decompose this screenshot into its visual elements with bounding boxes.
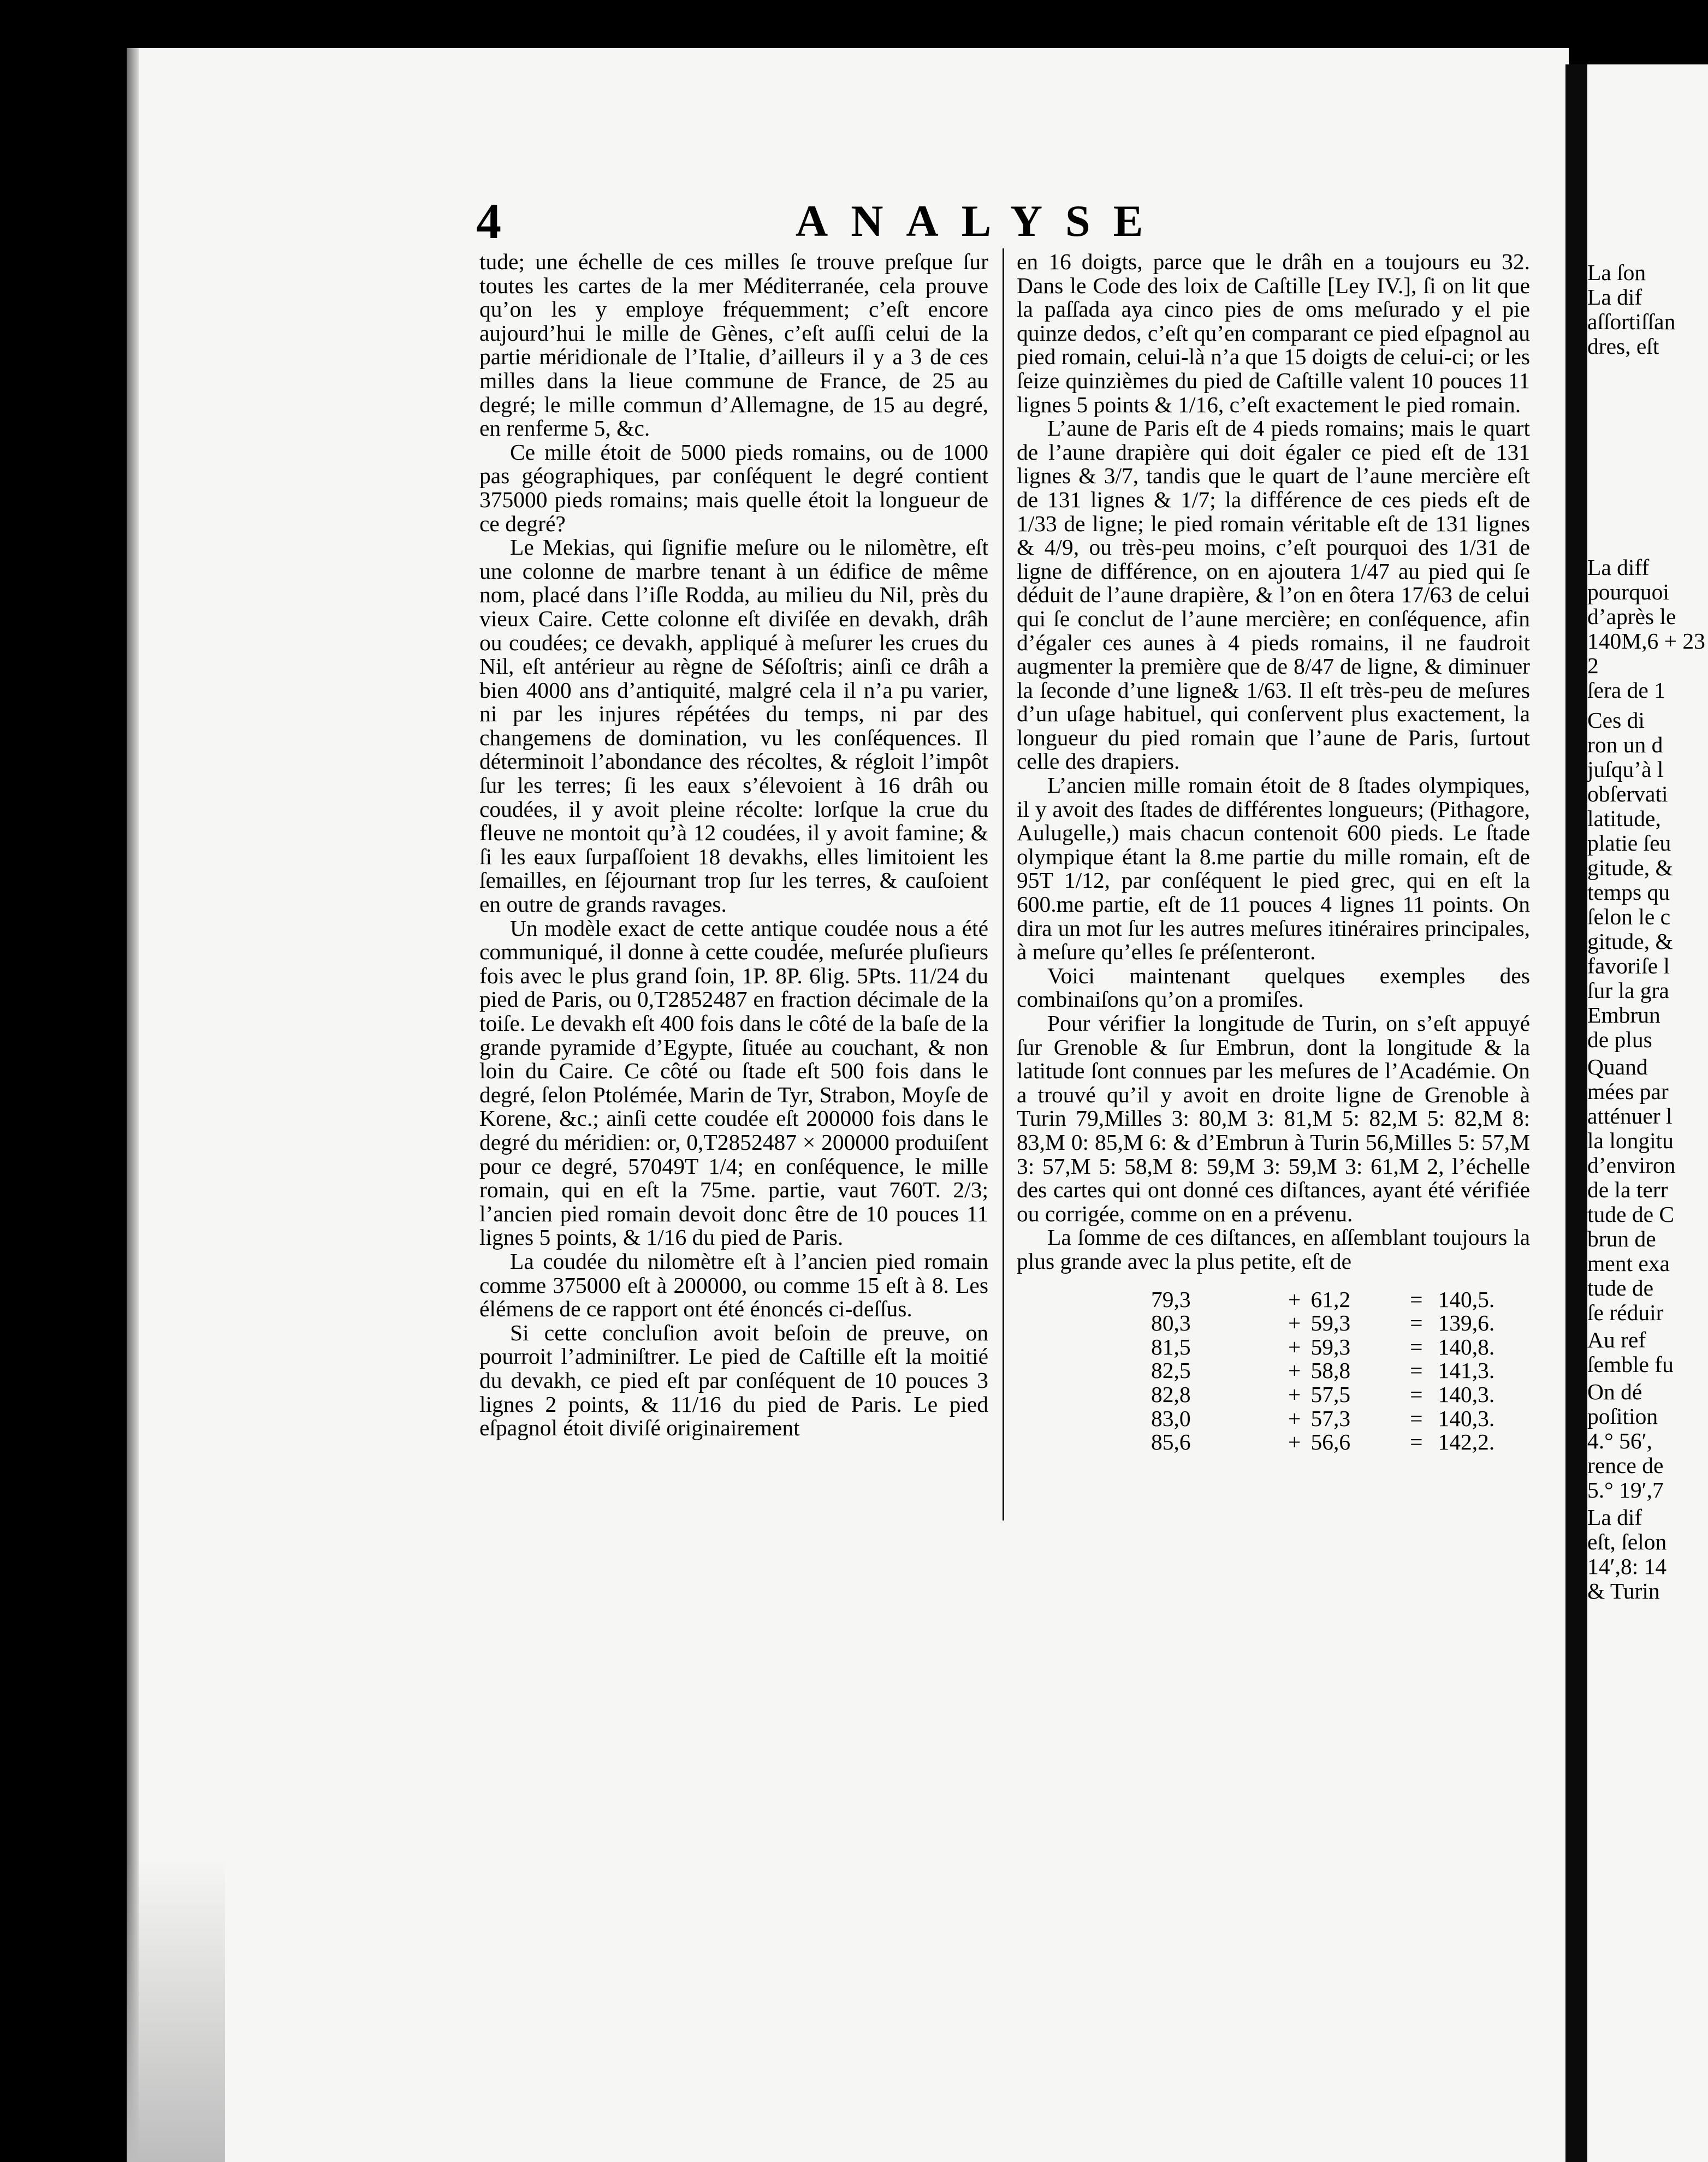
next-page-line: eſt, ſelon	[1587, 1529, 1667, 1554]
sum-cell: 81,5	[1151, 1334, 1191, 1359]
left-column	[479, 250, 988, 1440]
sum-cell: 82,5	[1151, 1358, 1191, 1383]
sum-cell: 140,5.	[1438, 1286, 1495, 1312]
sum-cell: 82,8	[1151, 1381, 1191, 1407]
sum-row	[1017, 1383, 1530, 1407]
page-edge-shadow	[127, 48, 139, 2162]
sum-cell: 56,6	[1310, 1429, 1351, 1455]
sum-row	[1017, 1288, 1530, 1312]
paragraph: Ce mille étoit de 5000 pieds romains, ou de 1000 pas géographiques, par conſéquent le degré contient 375000 pieds romains; mais quelle étoit la longueur de ce degré?	[479, 439, 988, 536]
next-page-line: 14′,8: 14	[1587, 1554, 1667, 1579]
sum-cell: +	[1288, 1429, 1301, 1455]
paragraph: Si cette concluſion avoit beſoin de preuve, on pourroit l’adminiſtrer. Le pied de Caſtille eſt la moitié du devakh, ce pied eſt par conſéquent de 10 pouces 3 lignes 2 points, & 11/16 du pied de Paris. Le pied eſpagnol étoit diviſé originairement	[479, 1320, 988, 1441]
sum-cell: =	[1410, 1310, 1423, 1336]
next-page-line: ſur la gra	[1587, 978, 1669, 1003]
next-page-line: ſera de 1	[1587, 678, 1665, 703]
next-page-line: favoriſe l	[1587, 953, 1670, 978]
sum-cell: +	[1288, 1310, 1301, 1336]
sum-row	[1017, 1430, 1530, 1454]
next-page-line: On dé	[1587, 1379, 1642, 1404]
sum-cell: 142,2.	[1438, 1429, 1495, 1455]
next-page-line: obſervati	[1587, 781, 1668, 806]
next-page-line: rence de	[1587, 1453, 1664, 1478]
next-page-line: latitude,	[1587, 806, 1661, 831]
next-page-line: La dif	[1587, 1505, 1642, 1530]
next-page-line: la longitu	[1587, 1128, 1674, 1153]
next-page-line: Au ref	[1587, 1327, 1646, 1352]
next-page-line: tude de	[1587, 1275, 1653, 1300]
sum-cell: =	[1410, 1358, 1423, 1383]
paragraph: L’ancien mille romain étoit de 8 ſtades olympiques, il y avoit des ſtades de différentes longueurs; (Pithagore, Aulugelle,) mais chacun contenoit 600 pieds. Le ſtade olympique étant la 8.me partie du mille romain, eſt de 95T 1/12, par conſéquent le pied grec, qui en eſt la 600.me partie, eſt de 11 pouces 4 lignes 11 points. On dira un mot ſur les autres meſures itinéraires principales, à meſure qu’elles ſe préſenteront.	[1017, 773, 1530, 965]
paragraph: Pour vérifier la longitude de Turin, on s’eſt appuyé ſur Grenoble & ſur Embrun, dont la longitude & la latitude ſont connues par les meſures de l’Académie. On a trouvé qu’il y avoit en droite ligne de Grenoble à Turin 79,Milles 3: 80,M 3: 81,M 5: 82,M 5: 82,M 8: 83,M 0: 85,M 6: & d’Embrun à Turin 56,Milles 5: 57,M 3: 57,M 5: 58,M 8: 59,M 3: 59,M 3: 61,M 2, l’échelle des cartes qui ont donné ces diſtances, ayant été vérifiée ou corrigée, comme on en a prévenu.	[1017, 1011, 1530, 1226]
scan-border-top	[0, 0, 1708, 48]
column-divider	[1003, 248, 1004, 1520]
next-page-line: ment exa	[1587, 1251, 1670, 1276]
paragraph: en 16 doigts, parce que le drâh en a toujours eu 32. Dans le Code des loix de Caſtille [Ley IV.], ſi on lit que la paſſada aya cinco pies de oms meſurado y el pie quinze dedos, c’eſt qu’en comparant ce pied eſpagnol au pied romain, celui-là n’a que 15 doigts de celui-ci; or les ſeize quinzièmes du pied de Caſtille valent 10 pouces 11 lignes 5 points & 1/16, c’eſt exactement le pied romain.	[1017, 249, 1530, 417]
next-page-line: gitude, &	[1587, 929, 1673, 954]
paragraph: Voici maintenant quelques exemples des combinaiſons qu’on a promiſes.	[1017, 963, 1530, 1012]
sum-cell: =	[1410, 1286, 1423, 1312]
sum-cell: 58,8	[1310, 1358, 1351, 1383]
running-title: ANALYSE	[796, 196, 1166, 246]
sum-cell: 79,3	[1151, 1286, 1191, 1312]
sum-cell: +	[1288, 1405, 1301, 1431]
next-page-line: d’après le	[1587, 604, 1676, 629]
next-page-line: de la terr	[1587, 1177, 1668, 1202]
sum-cell: =	[1410, 1405, 1423, 1431]
next-page-line: tude de C	[1587, 1202, 1675, 1227]
sum-cell: 140,8.	[1438, 1334, 1495, 1359]
next-page-line: mées par	[1587, 1079, 1669, 1104]
sum-cell: 57,5	[1310, 1381, 1351, 1407]
next-page-line: dres, eſt	[1587, 334, 1659, 359]
sum-row	[1017, 1335, 1530, 1359]
next-page-line: La dif	[1587, 284, 1642, 310]
paragraph: La ſomme de ces diſtances, en aſſemblant toujours la plus grande avec la plus petite, eſt de	[1017, 1225, 1530, 1274]
next-page-line: Quand	[1587, 1054, 1648, 1079]
page-header	[476, 194, 1546, 248]
next-page-line: aſſortiſſan	[1587, 309, 1676, 334]
sum-cell: 140,3.	[1438, 1405, 1495, 1431]
sum-cell: +	[1288, 1381, 1301, 1407]
next-page-line: ſemble fu	[1587, 1352, 1674, 1377]
paragraph: Un modèle exact de cette antique coudée nous a été communiqué, il donne à cette coudée, meſurée pluſieurs fois avec le plus grand ſoin, 1P. 8P. 6lig. 5Pts. 11/24 du pied de Paris, ou 0,T2852487 en fraction décimale de la toiſe. Le devakh eſt 400 fois dans le côté de la baſe de la grande pyramide d’Egypte, ſituée au couchant, & non loin du Caire. Ce côté ou ſtade eſt 500 fois dans le degré, ſelon Ptolémée, Marin de Tyr, Strabon, Moyſe de Korene, &c.; ainſi cette coudée eſt 200000 fois dans le degré du méridien: or, 0,T2852487 × 200000 produiſent pour ce degré, 57049T 1/4; en conſéquence, le mille romain, qui en eſt la 75me. partie, vaut 760T. 2/3; l’ancien pied romain devoit donc être de 10 pouces 11 lignes 5 points, & 1/16 du pied de Paris.	[479, 915, 988, 1250]
paragraph: La coudée du nilomètre eſt à l’ancien pied romain comme 375000 eſt à 200000, ou comme 15 eſt à 8. Les élémens de ce rapport ont été énoncés ci-deſſus.	[479, 1248, 988, 1322]
next-page-line: ſe réduir	[1587, 1300, 1664, 1325]
sum-cell: 59,3	[1310, 1310, 1351, 1336]
next-page-line: La diff	[1587, 555, 1650, 580]
next-page-line: 5.° 19′,7	[1587, 1477, 1664, 1502]
sum-cell: 83,0	[1151, 1405, 1191, 1431]
sum-cell: 80,3	[1151, 1310, 1191, 1336]
next-page-line: de plus	[1587, 1027, 1652, 1052]
sum-cell: 61,2	[1310, 1286, 1351, 1312]
next-page-line: platie ſeu	[1587, 830, 1671, 856]
book-gutter	[1565, 64, 1587, 2162]
page-number: 4	[476, 193, 501, 249]
sum-row	[1017, 1359, 1530, 1383]
sum-cell: 85,6	[1151, 1429, 1191, 1455]
sum-row	[1017, 1407, 1530, 1431]
next-page-line: temps qu	[1587, 880, 1670, 905]
sum-cell: 140,3.	[1438, 1381, 1495, 1407]
next-page-line: gitude, &	[1587, 855, 1673, 880]
sum-cell: 139,6.	[1438, 1310, 1495, 1336]
next-page-line: Embrun	[1587, 1002, 1660, 1027]
next-page-line: atténuer l	[1587, 1103, 1673, 1128]
paragraph: Le Mekias, qui ſignifie meſure ou le nilomètre, eſt une colonne de marbre tenant à un édifice de même nom, placé dans l’iſle Rodda, au milieu du Nil, près du vieux Caire. Cette colonne eſt diviſée en devakh, drâh ou coudées; ce devakh, appliqué à meſurer les crues du Nil, eſt antérieur au règne de Séſoſtris; ainſi ce drâh a bien 4000 ans d’antiquité, malgré cela il n’a pu varier, ni par les injures répétées du temps, ni par des changemens de domination, vu les conſéquences. Il déterminoit l’abondance des récoltes, & régloit l’impôt ſur les terres; ſi les eaux s’élevoient à 16 drâh ou coudées, il y avoit pleine récolte: lorſque la crue du fleuve ne montoit qu’à 12 coudées, il y avoit famine; & ſi les eaux ſurpaſſoient 18 devakhs, elles limitoient les ſemailles, en ſéjournant trop ſur les terres, & cauſoient en outre de grands ravages.	[479, 534, 988, 917]
sum-cell: 141,3.	[1438, 1358, 1495, 1383]
paragraph: L’aune de Paris eſt de 4 pieds romains; mais le quart de l’aune drapière qui doit égaler ce pied eſt de 131 lignes & 3/7, tandis que le quart de l’aune mercière eſt de 131 lignes & 1/7; la différence de ces pieds eſt de 1/33 de ligne; le pied romain véritable eſt de 131 lignes & 4/9, ou très-peu moins, c’eſt pourquoi des 1/31 de ligne de différence, on en ajoutera 1/47 au pied qui ſe déduit de l’aune drapière, & l’on en ôtera 17/63 de celui qui ſe conclut de l’aune mercière; en conſéquence, afin d’égaler ces aunes à 4 pieds romains, il ne faudroit augmenter la première que de 8/47 de ligne, & diminuer la ſeconde d’une ligne& 1/63. Il eſt très-peu de meſures d’un uſage habituel, qui conſervent plus exactement, la longueur du pied romain que l’aune de Paris, ſurtout celle des drapiers.	[1017, 415, 1530, 774]
next-page-line: La ſon	[1587, 260, 1646, 285]
paragraph: tude; une échelle de ces milles ſe trouve preſque ſur toutes les cartes de la mer Méditerranée, cela prouve qu’on les y employe fréquemment; c’eſt encore aujourd’hui le mille de Gènes, c’eſt auſſi celui de la partie méridionale de l’Italie, d’ailleurs il y a 3 de ces milles dans la lieue commune de France, de 25 au degré; le mille commun d’Allemagne, de 15 au degré, en renferme 5, &c.	[479, 249, 988, 441]
next-page-line: poſition	[1587, 1404, 1658, 1429]
sum-cell: +	[1288, 1334, 1301, 1359]
next-page-line: & Turin	[1587, 1578, 1660, 1603]
sum-cell: +	[1288, 1286, 1301, 1312]
next-page-line: 4.° 56′,	[1587, 1428, 1653, 1453]
next-page-line: pourquoi	[1587, 579, 1669, 604]
next-page-line: d’environ	[1587, 1153, 1676, 1178]
sum-cell: =	[1410, 1381, 1423, 1407]
sum-cell: =	[1410, 1334, 1423, 1359]
sum-row	[1017, 1311, 1530, 1335]
sum-cell: 57,3	[1310, 1405, 1351, 1431]
next-page-line: ſelon le c	[1587, 904, 1671, 929]
sum-cell: +	[1288, 1358, 1301, 1383]
next-page-fragment	[1587, 64, 1708, 2162]
sums-table	[1017, 1288, 1530, 1454]
next-page-line: ron un d	[1587, 732, 1663, 757]
sum-cell: 59,3	[1310, 1334, 1351, 1359]
next-page-line: juſqu’à l	[1587, 757, 1664, 782]
next-page-line: 2	[1587, 653, 1599, 678]
sum-cell: =	[1410, 1429, 1423, 1455]
next-page-line: Ces di	[1587, 708, 1645, 733]
next-page-line: 140M,6 + 23	[1587, 628, 1705, 654]
page-corner-shadow	[127, 1856, 225, 2162]
right-column	[1017, 250, 1530, 1454]
next-page-line: brun de	[1587, 1226, 1656, 1251]
